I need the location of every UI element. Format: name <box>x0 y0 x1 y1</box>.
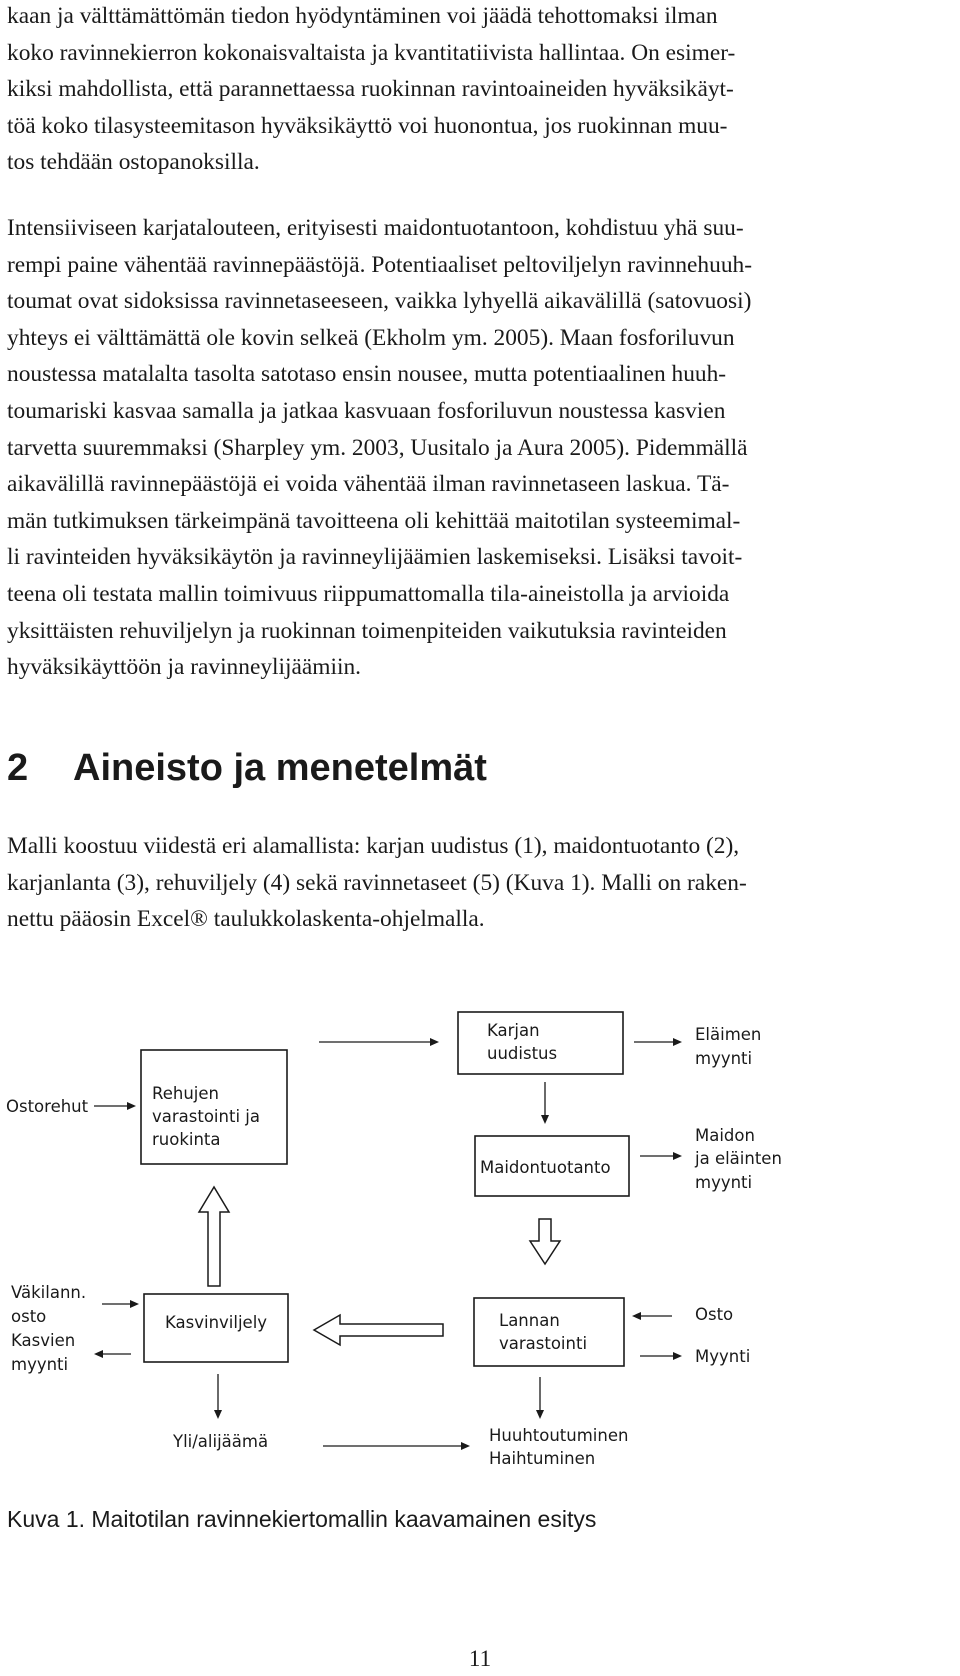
label-osto: Osto <box>695 1305 734 1324</box>
arrow-lannan-to-kasvinviljely <box>314 1315 443 1345</box>
label-kasvinviljely: Kasvinviljely <box>165 1313 268 1332</box>
label-myynti: Myynti <box>695 1347 751 1366</box>
label-elaimen-2: myynti <box>695 1049 753 1068</box>
label-ostorehut: Ostorehut <box>6 1097 89 1116</box>
paragraph-intro: kaan ja välttämättömän tiedon hyödyntäminen voi jäädä tehottomaksi ilman koko ravinnekierron kokonaisvaltaista ja kvantitatiivista hallintaa. On esimer- kiksi mahdollista, että parannettaessa ruokinnan ravintoaineiden hyväksikäyt- töä koko tilasysteemitason hyväksikäyttö voi huonontua, jos ruokinnan muu- tos tehdään ostopanoksilla. <box>7 3 736 176</box>
label-vakilann-1: Väkilann. <box>11 1283 87 1302</box>
label-maidon-2: ja eläinten <box>695 1149 782 1168</box>
figure-caption: Kuva 1. Maitotilan ravinnekiertomallin kaavamainen esitys <box>7 1506 597 1532</box>
paragraph-model-description: Malli koostuu viidestä eri alamallista: karjan uudistus (1), maidontuotanto (2), karjanlanta (3), rehuviljely (4) sekä ravinnetaseet (5) (Kuva 1). Malli on raken- nettu pääosin Excel® taulukkolaskenta-ohjelmalla. <box>7 833 747 933</box>
arrow-to-huuhtoutuminen <box>323 1442 470 1450</box>
label-karjan-2: uudistus <box>487 1044 558 1063</box>
box-lannan-varastointi <box>474 1298 624 1366</box>
arrow-lannan-to-huuhtoutuminen <box>536 1377 544 1419</box>
label-vakilann-4: myynti <box>11 1355 69 1374</box>
arrow-karjan-to-maidontuotanto <box>541 1082 549 1124</box>
arrow-kasvinviljely-to-rehujen <box>199 1187 229 1286</box>
arrow-osto-to-lannan <box>632 1312 672 1320</box>
arrow-lannan-to-myynti <box>640 1352 682 1360</box>
label-rehujen-1: Rehujen <box>152 1084 219 1103</box>
label-yli-alijaama: Yli/alijäämä <box>173 1432 269 1451</box>
arrow-to-yli-alijaama <box>214 1374 222 1419</box>
label-huuhtoutuminen-1: Huuhtoutuminen <box>489 1426 629 1445</box>
arrow-to-karjan-uudistus <box>319 1038 439 1046</box>
arrow-to-elaimen-myynti <box>634 1038 682 1046</box>
box-karjan-uudistus <box>458 1012 623 1074</box>
arrow-ostorehut-to-rehujen <box>94 1102 136 1110</box>
label-elaimen-1: Eläimen <box>695 1025 762 1044</box>
arrow-to-maidon-myynti <box>640 1152 682 1160</box>
label-maidon-1: Maidon <box>695 1126 755 1145</box>
label-vakilann-3: Kasvien <box>11 1331 76 1350</box>
label-lannan-2: varastointi <box>499 1334 588 1353</box>
label-rehujen-2: varastointi ja <box>152 1107 260 1126</box>
label-huuhtoutuminen-2: Haihtuminen <box>489 1449 596 1468</box>
label-rehujen-3: ruokinta <box>152 1130 221 1149</box>
label-vakilann-2: osto <box>11 1307 47 1326</box>
paragraph-objectives: Intensiiviseen karjatalouteen, erityisesti maidontuotantoon, kohdistuu yhä suu- rempi paine vähentää ravinnepäästöjä. Potentiaaliset peltoviljelyn ravinnehuuh- toumat ovat sidoksissa ravinnetaseeseen, vaikka lyhyellä aikavälillä (satovuosi) yhteys ei välttämättä ole kovin selkeä (Ekholm ym. 2005). Maan fosforiluvun noustessa matalalta tasolta satotaso ensin nousee, mutta potentiaalinen huuh- toumariski kasvaa samalla ja jatkaa kasvuaan fosforiluvun noustessa kasvien tarvetta suuremmaksi (Sharpley ym. 2003, Uusitalo ja Aura 2005). Pidemmällä aikavälillä ravinnepäästöjä ei voida vähentää ilman ravinnetaseen laskua. Tä- män tutkimuksen tärkeimpänä tavoitteena oli kehittää maitotilan systeemimal- li ravinteiden hyväksikäytön ja ravinneylijäämien laskemiseksi. Lisäksi tavoit- teena oli testata mallin toimivuus riippumattomalla tila-aineistolla ja arvioida yksittäisten rehuviljelyn ja ruokinnan toimenpiteiden vaikutuksia ravinteiden hyväksikäyttöön ja ravinneylijäämiin. <box>7 215 752 681</box>
section-number: 2 <box>7 747 29 789</box>
label-maidontuotanto: Maidontuotanto <box>480 1158 611 1177</box>
arrow-maidontuotanto-to-lannan <box>530 1219 560 1264</box>
section-title: Aineisto ja menetelmät <box>73 747 487 789</box>
arrow-kasvinviljely-vakilann <box>94 1300 139 1358</box>
label-lannan-1: Lannan <box>499 1311 560 1330</box>
label-maidon-3: myynti <box>695 1173 753 1192</box>
label-karjan-1: Karjan <box>487 1021 540 1040</box>
page-number: 11 <box>468 1646 492 1671</box>
